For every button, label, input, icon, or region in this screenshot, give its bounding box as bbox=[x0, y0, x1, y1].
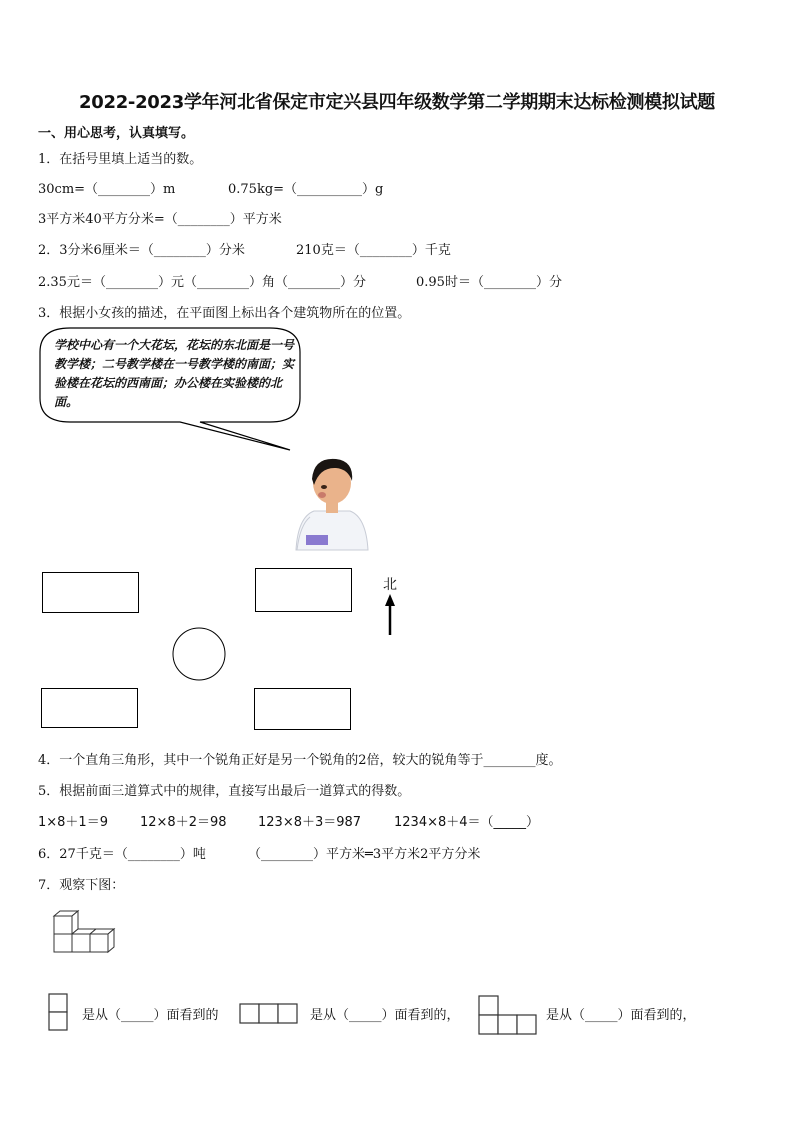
q2-blank-b: 210克＝（________）千克 bbox=[296, 243, 451, 258]
building-box-northeast bbox=[255, 568, 352, 612]
q5-equation-4: 1234×8＋4＝（_____） bbox=[394, 815, 540, 830]
q7-view-1-text: 是从（_____）面看到的 bbox=[82, 1008, 219, 1023]
q6-blank-b: （________）平方米═3平方米2平方分米 bbox=[248, 847, 481, 862]
question-7-stem: 7．观察下图： bbox=[38, 878, 125, 893]
girl-illustration-icon bbox=[292, 455, 372, 550]
question-3-stem: 3．根据小女孩的描述，在平面图上标出各个建筑物所在的位置。 bbox=[38, 306, 411, 321]
q5-equation-3: 123×8＋3＝987 bbox=[258, 815, 362, 830]
speech-text: 学校中心有一个大花坛，花坛的东北面是一号教学楼；二号教学楼在一号教学楼的南面；实验楼在花坛的西南面；办公楼在实验楼的北面。 bbox=[54, 338, 295, 409]
q5-equation-2: 12×8＋2＝98 bbox=[140, 815, 227, 830]
q1-blank-a: 30cm=（________）m bbox=[38, 182, 176, 197]
section-heading: 一、用心思考，认真填写。 bbox=[38, 126, 195, 141]
q2-blank-d: 0.95时＝（________）分 bbox=[416, 275, 562, 290]
flower-bed-circle bbox=[170, 626, 230, 682]
q5-equation-1: 1×8＋1＝9 bbox=[38, 815, 108, 830]
page-title: 2022-2023学年河北省保定市定兴县四年级数学第二学期期末达标检测模拟试题 bbox=[79, 92, 715, 113]
view-l-shape bbox=[477, 994, 539, 1036]
q2-blank-c: 2.35元＝（________）元（________）角（________）分 bbox=[38, 275, 366, 290]
view-vertical-two-squares bbox=[47, 992, 71, 1032]
q1-blank-c: 3平方米40平方分米=（________）平方米 bbox=[38, 212, 282, 227]
building-box-southwest bbox=[41, 688, 138, 728]
q2-blank-a: 2．3分米6厘米＝（________）分米 bbox=[38, 243, 245, 258]
north-arrow-icon bbox=[382, 594, 398, 636]
q1-blank-b: 0.75kg=（__________）g bbox=[228, 182, 384, 197]
question-4: 4．一个直角三角形，其中一个锐角正好是另一个锐角的2倍，较大的锐角等于________度。 bbox=[38, 753, 562, 768]
cube-stack-figure bbox=[48, 910, 120, 962]
north-label: 北 bbox=[383, 577, 397, 593]
view-three-squares-row bbox=[238, 1002, 302, 1026]
q6-blank-a: 6．27千克＝（________）吨 bbox=[38, 847, 206, 862]
q7-view-2-text: 是从（_____）面看到的， bbox=[310, 1008, 460, 1023]
building-box-northwest bbox=[42, 572, 139, 613]
question-5-stem: 5．根据前面三道算式中的规律，直接写出最后一道算式的得数。 bbox=[38, 784, 411, 799]
q7-view-3-text: 是从（_____）面看到的， bbox=[546, 1008, 696, 1023]
question-1-stem: 1．在括号里填上适当的数。 bbox=[38, 152, 203, 167]
building-box-southeast bbox=[254, 688, 351, 730]
